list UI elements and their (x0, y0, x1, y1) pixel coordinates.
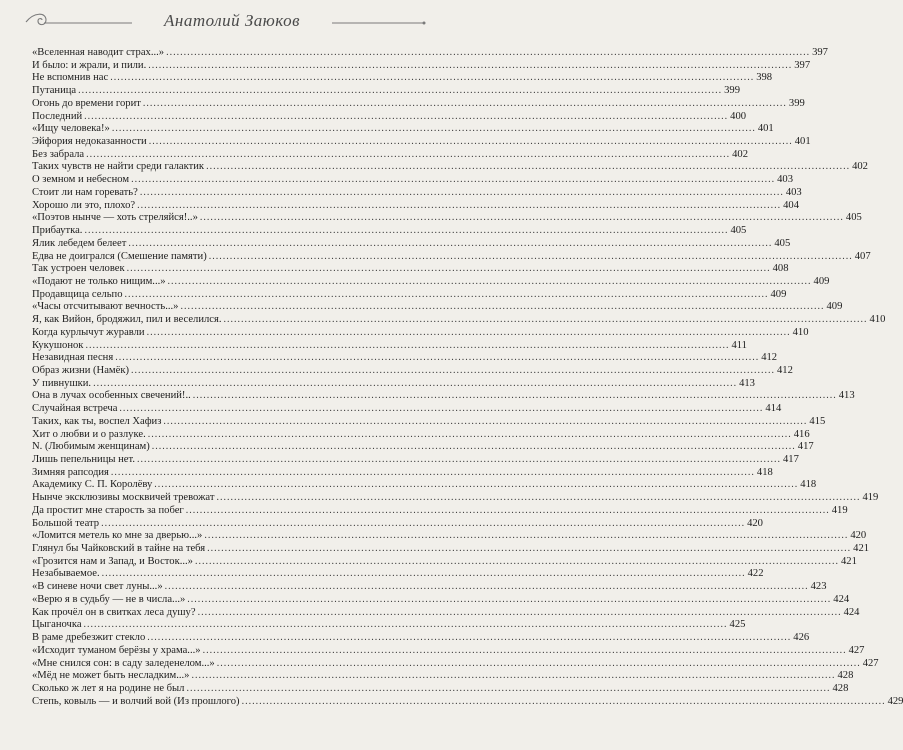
dot-leader (137, 200, 781, 213)
toc-entry (32, 415, 826, 429)
toc-entry-page: 419 (862, 492, 879, 504)
toc-entry (32, 364, 793, 378)
dot-leader (125, 289, 769, 302)
dot-leader (137, 454, 781, 467)
dot-leader (131, 174, 775, 187)
toc-entry (32, 454, 799, 467)
dot-leader (187, 594, 831, 607)
dot-leader (154, 479, 798, 492)
toc-entry-page: 414 (765, 403, 782, 415)
dot-leader (200, 212, 844, 225)
toc-entry (32, 225, 747, 238)
toc-entry (32, 555, 857, 569)
toc-entry-page: 420 (850, 530, 867, 542)
toc-entry-title: Кукушонок (32, 339, 84, 351)
toc-entry-title: «Верю я в судьбу — не в числа...» (32, 593, 186, 605)
toc-entry-page: 411 (731, 339, 747, 351)
toc-entry-page: 409 (813, 275, 830, 287)
toc-entry-title: Да простит мне старость за побег (32, 504, 184, 516)
toc-entry-page: 417 (782, 454, 799, 465)
toc-entry-page: 419 (831, 504, 848, 516)
toc-entry-title: Огонь до времени горит (32, 97, 141, 109)
dot-leader (166, 47, 810, 60)
toc-entry (32, 492, 879, 505)
toc-entry-page: 428 (832, 682, 849, 694)
dot-leader (186, 505, 830, 518)
dot-leader (206, 161, 850, 174)
toc-entry-page: 413 (739, 377, 755, 389)
toc-entry-title: Незавидная песня (32, 352, 114, 364)
toc-entry (32, 123, 774, 136)
toc-entry (32, 199, 799, 213)
dot-leader (152, 441, 796, 454)
toc-entry (32, 441, 814, 454)
dot-leader (102, 568, 746, 581)
toc-entry-page: 423 (810, 581, 827, 593)
toc-entry-page: 410 (792, 326, 809, 338)
dot-leader (110, 72, 754, 85)
toc-entry-title: Лишь пепельницы нет. (32, 454, 135, 465)
dot-leader (224, 314, 868, 327)
toc-entry-page: 412 (761, 352, 778, 364)
toc-entry-page: 408 (772, 263, 789, 275)
dot-leader (163, 416, 807, 429)
toc-entry (32, 377, 755, 391)
toc-entry-title: «Исходит туманом берёзы у храма...» (32, 644, 201, 656)
toc-entry (32, 59, 811, 73)
toc-entry-page: 427 (848, 644, 865, 656)
toc-entry-title: «Поэтов нынче — хоть стреляйся!..» (32, 212, 198, 224)
toc-entry-title: У пивнушки. (32, 377, 92, 389)
dot-leader (84, 111, 728, 124)
dot-leader (180, 301, 824, 314)
dot-leader (193, 390, 837, 403)
dot-leader (149, 136, 793, 149)
dot-leader (85, 340, 729, 353)
dot-leader (198, 607, 842, 620)
toc-entry (32, 428, 810, 442)
toc-entry-title: Образ жизни (Намёк) (32, 364, 129, 376)
toc-entry (32, 186, 802, 200)
toc-entry-page: 415 (809, 415, 826, 427)
toc-entry-title: В раме дребезжит стекло (32, 632, 146, 644)
toc-entry-page: 424 (833, 593, 850, 605)
toc-entry-title: Так устроен человек (32, 263, 125, 275)
toc-entry-title: Едва не доигрался (Смешение памяти) (32, 250, 207, 262)
dot-leader (131, 365, 775, 378)
toc-entry (32, 606, 860, 620)
toc-entry-title: Незабываемое. (32, 568, 100, 580)
dot-leader (111, 467, 755, 480)
toc-entry-page: 405 (774, 237, 791, 249)
toc-entry-title: Хорошо ли это, плохо? (32, 199, 136, 211)
toc-entry (32, 339, 747, 353)
dot-leader (207, 543, 851, 556)
toc-entry (32, 136, 811, 149)
toc-entry-page: 409 (826, 301, 843, 313)
toc-entry (32, 263, 789, 276)
toc-entry-page: 425 (729, 619, 746, 631)
dot-leader (119, 403, 763, 416)
toc-entry-title: Зимняя рапсодия (32, 466, 109, 478)
dot-leader (140, 187, 784, 200)
toc-entry-page: 429 (887, 695, 903, 707)
toc-entry-title: Ялик лебедем белеет (32, 237, 127, 249)
toc-entry (32, 682, 849, 696)
toc-entry (32, 237, 791, 251)
toc-entry (32, 695, 903, 709)
toc-entry-title: Большой театр (32, 517, 100, 529)
toc-entry-page: 418 (800, 479, 817, 491)
toc-entry (32, 47, 828, 60)
toc-entry (32, 504, 848, 518)
dot-leader (115, 352, 759, 365)
dot-leader (148, 60, 792, 73)
toc-entry (32, 314, 886, 327)
toc-entry-title: «Грозится нам и Запад, и Восток...» (32, 555, 193, 567)
toc-entry-title: Таких, как ты, воспел Хафиз (32, 415, 162, 427)
toc-entry-page: 422 (747, 568, 764, 580)
toc-entry-title: Последний (32, 110, 83, 122)
toc-entry (32, 161, 868, 174)
toc-entry (32, 288, 787, 302)
toc-entry-page: 400 (730, 110, 747, 122)
toc-entry-page: 427 (862, 657, 879, 669)
toc-entry-page: 403 (785, 186, 802, 198)
toc-entry-page: 409 (770, 288, 787, 300)
toc-entry (32, 85, 741, 98)
toc-entry-page: 426 (793, 632, 810, 644)
toc-entry-title: «Вселенная наводит страх...» (32, 47, 165, 58)
toc-entry-title: Эйфория недоказанности (32, 136, 147, 148)
toc-entry-title: Цыганочка (32, 619, 82, 631)
toc-entry-title: Прибаутка. (32, 225, 83, 237)
toc-entry-title: Стоит ли нам горевать? (32, 186, 138, 198)
dot-leader (86, 149, 730, 162)
dot-leader (112, 123, 756, 136)
toc-entry-page: 413 (838, 390, 855, 402)
toc-entry (32, 568, 764, 581)
toc-entry (32, 657, 879, 671)
toc-entry (32, 110, 747, 124)
toc-entry (32, 466, 773, 480)
dot-leader (147, 632, 791, 645)
toc-entry-page: 402 (732, 148, 748, 160)
toc-entry-page: 403 (777, 174, 793, 186)
dot-leader (84, 619, 728, 632)
toc-entry-title: Без забрала (32, 148, 85, 160)
dot-leader (168, 276, 812, 289)
toc-entry-title: «Ищу человека!» (32, 123, 110, 135)
toc-entry-page: 401 (794, 136, 811, 148)
toc-entry-title: Сколько ж лет я на родине не был (32, 682, 185, 694)
toc-entry-title: Хит о любви и о разлуке. (32, 428, 146, 440)
dot-leader (203, 645, 847, 658)
dot-leader (93, 378, 737, 391)
running-header (22, 8, 428, 36)
dot-leader (195, 556, 839, 569)
toc-entry-page: 399 (788, 97, 805, 109)
toc-entry-title: «Мёд не может быть несладким...» (32, 670, 190, 682)
toc-entry (32, 97, 805, 111)
toc-entry-title: Глянул бы Чайковский в тайне на тебя (32, 543, 206, 555)
toc-entry-page: 421 (853, 543, 870, 555)
toc-entry (32, 403, 782, 416)
toc-entry-title: «Мне снился сон: в саду заледенелом...» (32, 657, 215, 669)
toc-entry-page: 420 (747, 517, 763, 529)
toc-entry-title: Нынче эксклюзивы москвичей тревожат (32, 492, 215, 504)
toc-entry-title: Таких чувств не найти среди галактик (32, 161, 205, 173)
toc-entry-title: «Часы отсчитывают вечность...» (32, 301, 179, 313)
toc-entry-title: Как прочёл он в свитках леса душу? (32, 606, 196, 618)
dot-leader (84, 225, 728, 238)
toc-entry (32, 148, 748, 162)
toc-entry (32, 619, 746, 632)
toc-entry-title: Я, как Вийон, бродяжил, пил и веселился. (32, 314, 222, 326)
dot-leader (217, 658, 861, 671)
toc-entry-page: 417 (797, 441, 814, 453)
toc-entry-page: 410 (869, 314, 886, 326)
toc-entry-title: N. (Любимым женщинам) (32, 441, 150, 453)
dot-leader (209, 251, 853, 264)
toc-entry (32, 517, 763, 531)
dot-leader (143, 98, 787, 111)
dot-leader (127, 263, 771, 276)
toc-entry-title: Путаница (32, 85, 77, 97)
toc-entry-title: «В синеве ночи свет луны...» (32, 581, 163, 593)
toc-entry-page: 424 (843, 606, 860, 618)
toc-entry-title: Продавщица сельпо (32, 288, 123, 300)
toc-entry (32, 352, 778, 365)
dot-leader (128, 238, 772, 251)
toc-entry (32, 174, 793, 187)
toc-entry (32, 301, 843, 314)
toc-entry-title: «Подают не только нищим...» (32, 275, 166, 287)
toc-entry (32, 581, 827, 594)
dot-leader (147, 327, 791, 340)
toc-entry-page: 399 (724, 85, 741, 97)
toc-entry-page: 405 (845, 212, 862, 224)
toc-entry (32, 644, 865, 658)
toc-entry-page: 416 (793, 428, 810, 440)
dot-leader (165, 581, 809, 594)
dot-leader (242, 696, 886, 709)
toc-entry (32, 212, 862, 225)
toc-entry-page: 428 (837, 670, 854, 682)
author-name: Анатолий Заюков (132, 11, 332, 31)
toc-entry (32, 543, 870, 556)
toc-entry-title: И было: и жрали, и пили. (32, 59, 147, 71)
dot-leader (78, 85, 722, 98)
toc-entry-page: 397 (794, 59, 811, 71)
dot-leader (186, 683, 830, 696)
table-of-contents (32, 47, 903, 708)
toc-entry-page: 397 (812, 47, 828, 58)
dot-leader (148, 429, 792, 442)
toc-entry-title: Не вспомнив нас (32, 72, 109, 84)
toc-entry-page: 412 (777, 364, 793, 376)
toc-entry-page: 418 (756, 466, 773, 478)
dot-leader (204, 530, 848, 543)
toc-entry-page: 421 (840, 555, 857, 567)
toc-entry-title: Академику С. П. Королёву (32, 479, 153, 491)
toc-entry-page: 401 (757, 123, 774, 135)
toc-entry (32, 479, 817, 492)
toc-entry (32, 72, 773, 85)
dot-leader (191, 670, 835, 683)
toc-entry-page: 405 (730, 225, 747, 237)
toc-entry-title: Она в лучах особенных свечений!.. (32, 390, 191, 402)
toc-entry-page: 398 (756, 72, 773, 84)
toc-entry-page: 404 (783, 199, 799, 211)
toc-entry (32, 326, 809, 340)
toc-entry (32, 530, 867, 543)
toc-entry-title: О земном и небесном (32, 174, 130, 186)
toc-entry-page: 402 (852, 161, 868, 173)
toc-entry-title: Когда курлычут журавли (32, 326, 145, 338)
toc-entry-title: Степь, ковыль — и волчий вой (Из прошлого) (32, 695, 240, 707)
toc-entry-title: «Ломится метель ко мне за дверью...» (32, 530, 203, 542)
toc-entry (32, 593, 850, 607)
toc-entry (32, 670, 854, 683)
toc-entry (32, 390, 855, 403)
toc-entry-title: Случайная встреча (32, 403, 118, 415)
toc-entry (32, 250, 871, 264)
dot-leader (101, 518, 745, 531)
toc-entry-page: 407 (854, 250, 871, 262)
toc-entry (32, 632, 810, 645)
toc-entry (32, 275, 830, 289)
dot-leader (216, 492, 860, 505)
